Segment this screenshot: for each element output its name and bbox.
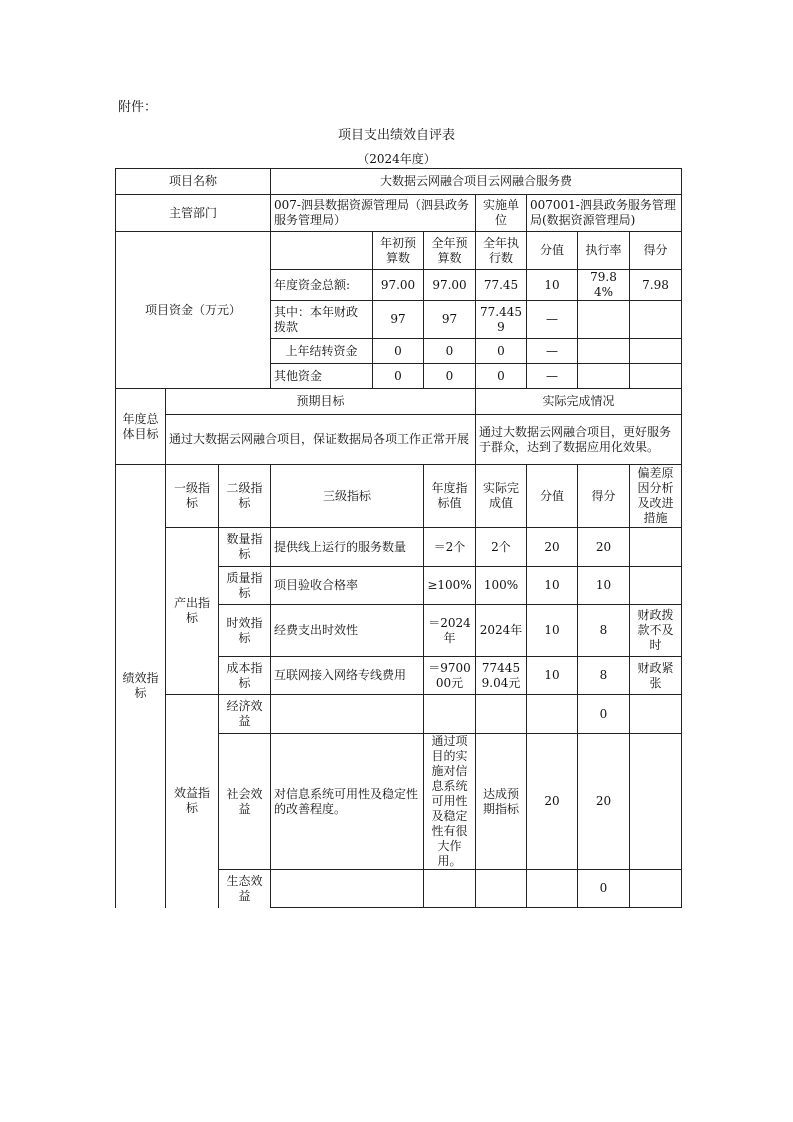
attachment-label: 附件： (118, 100, 158, 115)
indicator-reason (630, 695, 682, 734)
funds-row-annual: 0 (424, 364, 476, 389)
indicator-score: 10 (578, 567, 630, 605)
indicator-level2: 时效指标 (219, 605, 271, 657)
funds-header-row (116, 232, 682, 270)
header-score-value: 分值 (527, 465, 578, 528)
indicator-target: 通过项目的实施对信息系统可用性及稳定性有很大作用。 (424, 734, 476, 870)
indicator-score: 8 (578, 605, 630, 657)
indicator-level3: 互联网接入网络专线费用 (271, 657, 424, 695)
benefit-indicator-label: 效益指标 (166, 695, 219, 908)
indicator-level3 (271, 870, 424, 908)
indicator-score-value: 20 (527, 734, 578, 870)
indicator-score-value: 20 (527, 528, 578, 567)
indicator-actual (476, 695, 527, 734)
indicator-target (424, 695, 476, 734)
indicator-target: ＝2个 (424, 528, 476, 567)
indicator-target: ≥100% (424, 567, 476, 605)
funds-row-initial: 97 (373, 301, 424, 339)
indicator-score-value: 10 (527, 567, 578, 605)
funds-row-score: 7.98 (630, 270, 682, 301)
indicator-reason (630, 567, 682, 605)
funds-row-score (630, 301, 682, 339)
indicator-level2: 生态效益 (219, 870, 271, 908)
indicator-actual: 2个 (476, 528, 527, 567)
header-level1: 一级指标 (166, 465, 219, 528)
funds-row-rate (578, 339, 630, 364)
funds-row-score-value: — (527, 339, 578, 364)
funds-header-annual: 全年预算数 (424, 232, 476, 270)
indicators-header-row (116, 465, 682, 528)
indicator-level3 (271, 695, 424, 734)
indicator-row (116, 695, 682, 734)
funds-row-executed: 0 (476, 364, 527, 389)
funds-row-initial: 97.00 (373, 270, 424, 301)
indicator-level3: 对信息系统可用性及稳定性的改善程度。 (271, 734, 424, 870)
form-year: （2024年度） (357, 152, 436, 166)
indicator-actual: 2024年 (476, 605, 527, 657)
funds-row-score (630, 364, 682, 389)
indicator-level2: 质量指标 (219, 567, 271, 605)
indicator-actual (476, 870, 527, 908)
funds-row-executed: 0 (476, 339, 527, 364)
department-row (116, 195, 682, 232)
expected-goal-label: 预期目标 (166, 389, 476, 415)
funds-header-score: 得分 (630, 232, 682, 270)
indicator-reason: 财政紧张 (630, 657, 682, 695)
indicator-score-value: 10 (527, 657, 578, 695)
indicator-target: ＝970000元 (424, 657, 476, 695)
impl-value: 007001-泗县政务服务管理局(数据资源管理局) (527, 195, 682, 232)
actual-result: 通过大数据云网融合项目，更好服务于群众，达到了数据应用化效果。 (476, 415, 682, 465)
header-reason: 偏差原因分析及改进措施 (630, 465, 682, 528)
funds-row-name: 上年结转资金 (271, 339, 373, 364)
funds-row-rate (578, 301, 630, 339)
impl-label: 实施单位 (476, 195, 527, 232)
indicator-reason (630, 734, 682, 870)
funds-label: 项目资金（万元） (116, 232, 271, 389)
funds-row-score (630, 339, 682, 364)
funds-header-initial: 年初预算数 (373, 232, 424, 270)
funds-row-score-value: — (527, 364, 578, 389)
indicator-reason: 财政拨款不及时 (630, 605, 682, 657)
funds-row-annual: 97.00 (424, 270, 476, 301)
indicators-label: 绩效指标 (116, 465, 166, 908)
funds-header-score-value: 分值 (527, 232, 578, 270)
funds-header-blank (271, 232, 373, 270)
actual-result-label: 实际完成情况 (476, 389, 682, 415)
project-name-label: 项目名称 (116, 169, 271, 195)
header-actual: 实际完成值 (476, 465, 527, 528)
funds-row-initial: 0 (373, 364, 424, 389)
indicator-actual: 774459.04元 (476, 657, 527, 695)
funds-row-executed: 77.4459 (476, 301, 527, 339)
output-indicator-label: 产出指标 (166, 528, 219, 695)
funds-row-name: 其中：本年财政拨款 (271, 301, 373, 339)
indicator-score: 20 (578, 734, 630, 870)
indicator-target (424, 870, 476, 908)
indicator-score-value (527, 695, 578, 734)
indicator-score: 0 (578, 870, 630, 908)
self-evaluation-table (115, 168, 682, 908)
funds-header-executed: 全年执行数 (476, 232, 527, 270)
project-name-row (116, 169, 682, 195)
funds-row-executed: 77.45 (476, 270, 527, 301)
indicator-level2: 数量指标 (219, 528, 271, 567)
funds-header-rate: 执行率 (578, 232, 630, 270)
indicator-level3: 经费支出时效性 (271, 605, 424, 657)
header-target: 年度指标值 (424, 465, 476, 528)
form-title: 项目支出绩效自评表 (337, 128, 455, 143)
goals-header-row (116, 389, 682, 415)
indicator-actual: 达成预期指标 (476, 734, 527, 870)
indicator-level3: 提供线上运行的服务数量 (271, 528, 424, 567)
funds-row-annual: 97 (424, 301, 476, 339)
funds-row-annual: 0 (424, 339, 476, 364)
indicator-row (116, 528, 682, 567)
funds-row-initial: 0 (373, 339, 424, 364)
indicator-target: ＝2024年 (424, 605, 476, 657)
indicator-score-value: 10 (527, 605, 578, 657)
header-level2: 二级指标 (219, 465, 271, 528)
indicator-score: 8 (578, 657, 630, 695)
header-level3: 三级指标 (271, 465, 424, 528)
indicator-level2: 社会效益 (219, 734, 271, 870)
indicator-reason (630, 870, 682, 908)
indicator-actual: 100% (476, 567, 527, 605)
goals-label: 年度总体目标 (116, 389, 166, 465)
funds-row-rate: 79.84% (578, 270, 630, 301)
expected-goal: 通过大数据云网融合项目，保证数据局各项工作正常开展 (166, 415, 476, 465)
funds-row-name: 年度资金总额: (271, 270, 373, 301)
indicator-level2: 经济效益 (219, 695, 271, 734)
dept-value: 007-泗县数据资源管理局（泗县政务服务管理局） (271, 195, 476, 232)
indicator-score: 20 (578, 528, 630, 567)
indicator-level3: 项目验收合格率 (271, 567, 424, 605)
funds-row-score-value: 10 (527, 270, 578, 301)
indicator-score: 0 (578, 695, 630, 734)
dept-label: 主管部门 (116, 195, 271, 232)
goals-content-row (116, 415, 682, 465)
indicator-score-value (527, 870, 578, 908)
funds-row-rate (578, 364, 630, 389)
indicator-level2: 成本指标 (219, 657, 271, 695)
funds-row-score-value: — (527, 301, 578, 339)
funds-row-name: 其他资金 (271, 364, 373, 389)
indicator-reason (630, 528, 682, 567)
header-score: 得分 (578, 465, 630, 528)
project-name: 大数据云网融合项目云网融合服务费 (271, 169, 682, 195)
